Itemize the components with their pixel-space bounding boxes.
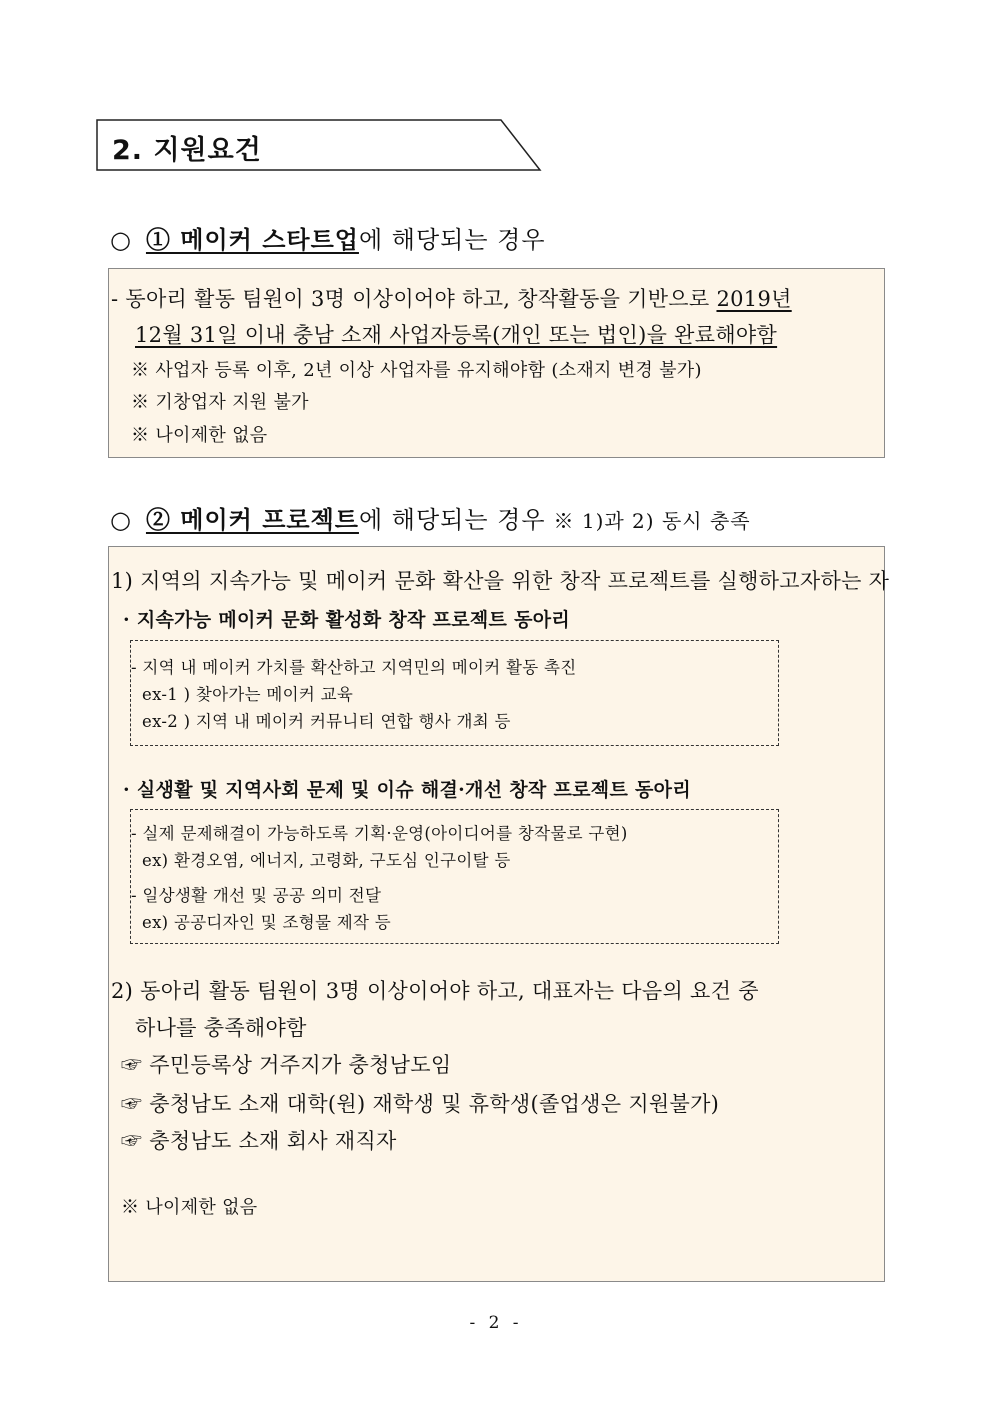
- case2-sub2-title: · 실생활 및 지역사회 문제 및 이슈 해결·개선 창작 프로젝트 동아리: [123, 779, 691, 801]
- case1-line1-date: 2019년: [716, 287, 792, 311]
- page-number: - 2 -: [469, 1313, 523, 1333]
- case2-sub2-line-1: - 실제 문제해결이 가능하도록 기획·운영(아이디어를 창작물로 구현): [131, 824, 628, 843]
- case2-sub2-line-2: ex) 환경오염, 에너지, 고령화, 구도심 인구이탈 등: [142, 851, 511, 870]
- case2-age-note: ※ 나이제한 없음: [121, 1197, 258, 1218]
- case1-note-3: ※ 나이제한 없음: [131, 425, 268, 446]
- case2-sub2-box: [130, 809, 779, 944]
- case2-heading-strong: ② 메이커 프로젝트: [145, 505, 359, 534]
- case2-requirement-2-line1: 2) 동아리 활동 팀원이 3명 이상이어야 하고, 대표자는 다음의 요건 중: [111, 979, 759, 1003]
- section-header: [96, 119, 542, 172]
- section-title: 2. 지원요건: [112, 135, 262, 166]
- case2-requirement-1: 1) 지역의 지속가능 및 메이커 문화 확산을 위한 창작 프로젝트를 실행하고자하는 자: [111, 569, 890, 593]
- case1-line1: [111, 283, 792, 313]
- case2-sub2-line-4: ex) 공공디자인 및 조형물 제작 등: [142, 913, 391, 932]
- case1-line2: 12월 31일 이내 충남 소재 사업자등록(개인 또는 법인)을 완료해야함: [135, 323, 778, 347]
- case1-bullet: ○: [110, 226, 132, 254]
- case2-condition-2: ☞ 충청남도 소재 대학(원) 재학생 및 휴학생(졸업생은 지원불가): [121, 1092, 720, 1116]
- case1-line1-prefix: - 동아리 활동 팀원이 3명 이상이어야 하고, 창작활동을 기반으로: [111, 287, 717, 311]
- case2-requirement-2-line2: 하나를 충족해야함: [135, 1016, 307, 1040]
- case2-sub1-box: [130, 640, 779, 746]
- case1-note-2: ※ 기창업자 지원 불가: [131, 392, 309, 413]
- case1-heading-strong: ① 메이커 스타트업: [145, 225, 359, 254]
- case2-box: [108, 546, 890, 1282]
- case2-sub1-line-2: ex-1 ) 찾아가는 메이커 교육: [142, 685, 354, 704]
- case1-heading-rest: 에 해당되는 경우: [358, 226, 546, 254]
- case1-box: [108, 268, 885, 458]
- case2-sub2-line-3: - 일상생활 개선 및 공공 의미 전달: [131, 886, 382, 905]
- case2-condition-3: ☞ 충청남도 소재 회사 재직자: [121, 1129, 397, 1153]
- case2-condition-1: ☞ 주민등록상 거주지가 충청남도임: [121, 1053, 452, 1077]
- case1-heading: [110, 220, 546, 255]
- case2-heading-rest: 에 해당되는 경우: [358, 506, 546, 534]
- case2-bullet: ○: [110, 506, 132, 534]
- case1-note-1: ※ 사업자 등록 이후, 2년 이상 사업자를 유지해야함 (소재지 변경 불가): [131, 360, 702, 381]
- case2-sub1-line-1: - 지역 내 메이커 가치를 확산하고 지역민의 메이커 활동 촉진: [131, 658, 577, 677]
- case2-sub1-line-3: ex-2 ) 지역 내 메이커 커뮤니티 연합 행사 개최 등: [142, 712, 511, 731]
- case2-sub1-title: · 지속가능 메이커 문화 활성화 창작 프로젝트 동아리: [123, 609, 571, 631]
- case2-heading: [110, 500, 751, 535]
- case2-heading-note: ※ 1)과 2) 동시 충족: [553, 509, 751, 533]
